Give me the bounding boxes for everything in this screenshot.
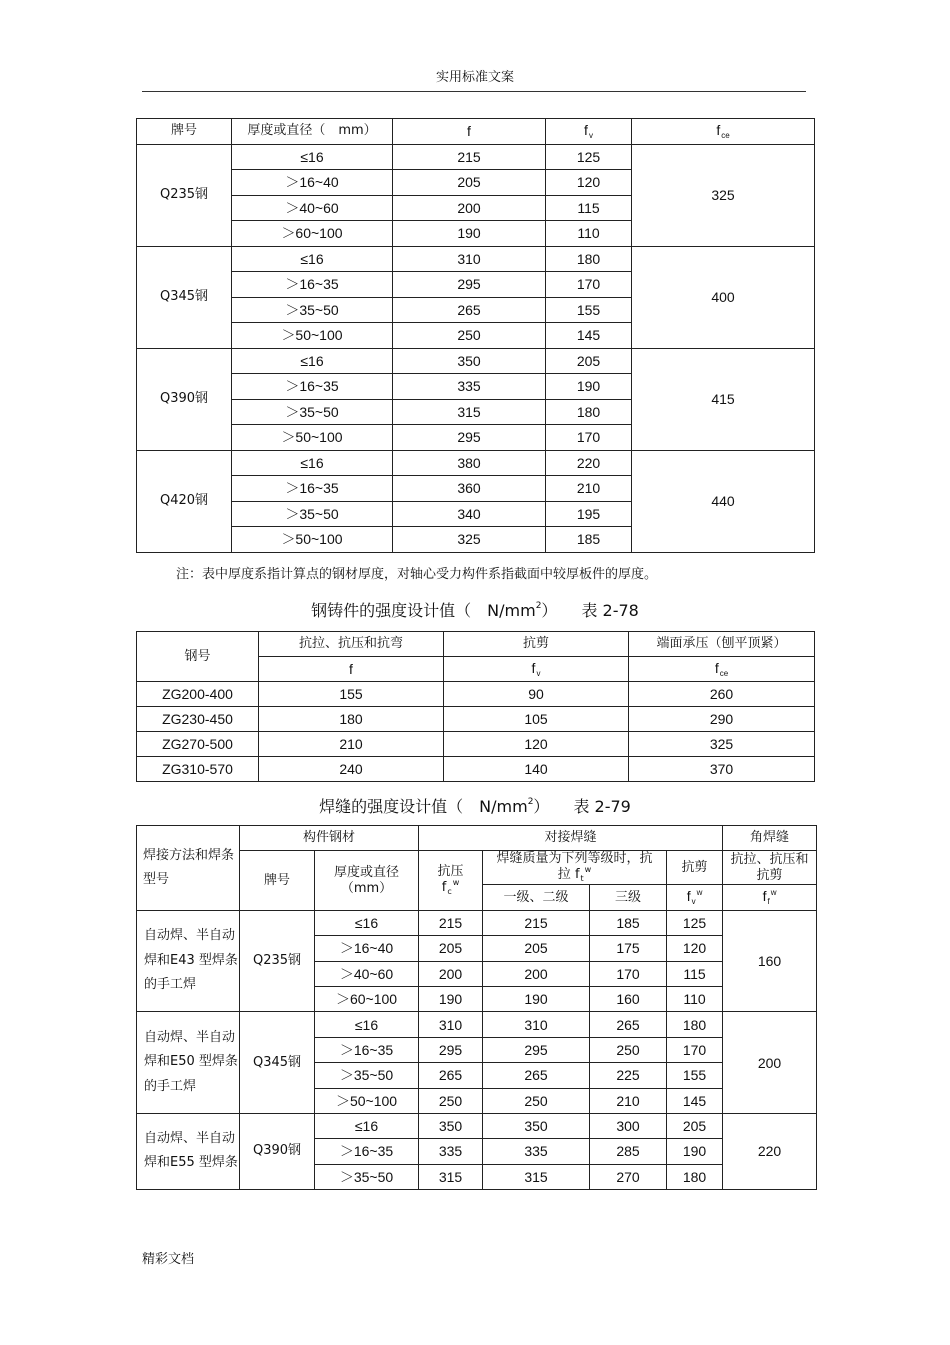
- col-header-shear: 抗剪: [444, 632, 629, 657]
- thickness-cell: ＞60~100: [315, 986, 419, 1011]
- ff-cell: 160: [723, 910, 817, 1012]
- col-header-fvw: [667, 885, 723, 910]
- fv-cell: 170: [667, 1037, 723, 1062]
- symbol-main: f: [686, 888, 691, 905]
- fv-cell: 170: [546, 272, 632, 298]
- fv-cell: 145: [546, 323, 632, 349]
- col-header-level3: 三级: [590, 885, 667, 910]
- steel-strength-table: [136, 118, 815, 553]
- f-cell: 295: [393, 272, 546, 298]
- fv-cell: 90: [444, 682, 629, 707]
- ft-level12-cell: 215: [483, 910, 590, 935]
- ft-level12-cell: 200: [483, 961, 590, 986]
- cast-steel-caption: [0, 598, 950, 621]
- col-header-method: 焊接方法和焊条型号: [137, 826, 240, 911]
- table-row: [137, 144, 815, 170]
- symbol-subscript: ce: [721, 130, 730, 140]
- fv-cell: 180: [667, 1012, 723, 1037]
- fv-cell: 110: [667, 986, 723, 1011]
- header-rule: [142, 91, 806, 92]
- fv-cell: 220: [546, 450, 632, 476]
- method-cell: 自动焊、半自动焊和E43 型焊条的手工焊: [137, 910, 240, 1012]
- thickness-cell: ＞16~35: [232, 374, 393, 400]
- f-cell: 210: [259, 732, 444, 757]
- col-header-fillet-label: 抗拉、抗压和抗剪: [723, 851, 817, 885]
- fc-cell: 190: [419, 986, 483, 1011]
- symbol-superscript: w: [696, 888, 703, 898]
- fv-cell: 120: [546, 170, 632, 196]
- col-header-fce: [632, 119, 815, 145]
- ft-level12-cell: 295: [483, 1037, 590, 1062]
- caption-superscript: 2: [535, 600, 542, 611]
- symbol-main: f: [574, 867, 580, 883]
- thickness-cell: ＞50~100: [232, 425, 393, 451]
- fv-cell: 205: [546, 348, 632, 374]
- ff-cell: 200: [723, 1012, 817, 1114]
- fc-cell: 310: [419, 1012, 483, 1037]
- col-header-level12: 一级、二级: [483, 885, 590, 910]
- table-row: [137, 348, 815, 374]
- fv-cell: 145: [667, 1088, 723, 1113]
- fce-cell: 400: [632, 246, 815, 348]
- ft-level12-cell: 310: [483, 1012, 590, 1037]
- ff-cell: 220: [723, 1113, 817, 1189]
- thickness-cell: ≤16: [232, 348, 393, 374]
- fc-cell: 250: [419, 1088, 483, 1113]
- thickness-cell: ＞50~100: [232, 527, 393, 553]
- thickness-cell: ≤16: [232, 144, 393, 170]
- f-cell: 340: [393, 501, 546, 527]
- fv-cell: 155: [546, 297, 632, 323]
- thickness-cell: ＞16~35: [315, 1037, 419, 1062]
- col-header-grade: 牌号: [240, 851, 315, 910]
- col-header-thickness: 厚度或直径（ mm）: [232, 119, 393, 145]
- symbol-superscript: w: [584, 865, 592, 875]
- f-cell: 215: [393, 144, 546, 170]
- fv-cell: 195: [546, 501, 632, 527]
- fv-cell: 155: [667, 1063, 723, 1088]
- ft-level3-cell: 300: [590, 1113, 667, 1138]
- fv-cell: 180: [667, 1164, 723, 1189]
- thickness-cell: ＞40~60: [315, 961, 419, 986]
- caption-close: ）: [533, 797, 542, 816]
- fce-cell: 325: [629, 732, 815, 757]
- symbol-main: f: [441, 880, 447, 896]
- thickness-cell: ≤16: [315, 1113, 419, 1138]
- fv-cell: 170: [546, 425, 632, 451]
- table-row: [137, 450, 815, 476]
- col-symbol-fce: [629, 657, 815, 682]
- thickness-cell: ＞50~100: [232, 323, 393, 349]
- symbol-subscript: v: [691, 897, 696, 907]
- table-row: [137, 732, 815, 757]
- symbol-superscript: w: [452, 878, 460, 888]
- fce-cell: 415: [632, 348, 815, 450]
- thickness-cell: ≤16: [315, 1012, 419, 1037]
- cast-steel-table: [136, 631, 815, 782]
- ft-level3-cell: 250: [590, 1037, 667, 1062]
- fv-cell: 190: [546, 374, 632, 400]
- fce-cell: 325: [632, 144, 815, 246]
- symbol-main: f: [762, 888, 767, 905]
- method-cell: 自动焊、半自动焊和E55 型焊条: [137, 1113, 240, 1189]
- thickness-cell: ＞16~35: [232, 272, 393, 298]
- f-cell: 380: [393, 450, 546, 476]
- ft-level3-cell: 175: [590, 936, 667, 961]
- fc-cell: 265: [419, 1063, 483, 1088]
- grade-cell: Q390钢: [137, 348, 232, 450]
- caption-number: 表 2-79: [573, 797, 631, 816]
- fv-cell: 110: [546, 221, 632, 247]
- fc-cell: 205: [419, 936, 483, 961]
- symbol-subscript: ce: [719, 668, 729, 678]
- f-cell: 350: [393, 348, 546, 374]
- table-row: [137, 1113, 817, 1138]
- caption-number: 表 2-78: [581, 601, 639, 620]
- col-header-f: f: [393, 119, 546, 145]
- compression-label: 抗压: [437, 864, 464, 880]
- table-note: 注：表中厚度系指计算点的钢材厚度，对轴心受力构件系指截面中较厚板件的厚度。: [176, 567, 658, 582]
- symbol-main: f: [716, 121, 721, 138]
- symbol-subscript: v: [536, 668, 541, 678]
- fc-cell: 315: [419, 1164, 483, 1189]
- fce-cell: 370: [629, 757, 815, 782]
- col-header-tension-quality: [483, 851, 667, 885]
- fv-cell: 105: [444, 707, 629, 732]
- ft-level12-cell: 205: [483, 936, 590, 961]
- col-header-tension: 抗拉、抗压和抗弯: [259, 632, 444, 657]
- table-row: [137, 707, 815, 732]
- f-cell: 310: [393, 246, 546, 272]
- table-header-row: [137, 632, 815, 657]
- ft-level12-cell: 190: [483, 986, 590, 1011]
- symbol-main: f: [584, 121, 588, 138]
- table-row: [137, 1012, 817, 1037]
- f-cell: 325: [393, 527, 546, 553]
- fc-cell: 295: [419, 1037, 483, 1062]
- col-header-member-steel: 构件钢材: [240, 826, 419, 851]
- table-row: [137, 682, 815, 707]
- col-header-bearing: 端面承压（刨平顶紧）: [629, 632, 815, 657]
- caption-title: 钢铸件的强度设计值（ N/mm: [311, 601, 536, 620]
- thickness-cell: ＞35~50: [232, 399, 393, 425]
- fce-cell: 260: [629, 682, 815, 707]
- f-cell: 315: [393, 399, 546, 425]
- page-footer: 精彩文档: [142, 1252, 195, 1267]
- method-cell: 自动焊、半自动焊和E50 型焊条的手工焊: [137, 1012, 240, 1114]
- caption-superscript: 2: [527, 796, 534, 807]
- fv-cell: 185: [546, 527, 632, 553]
- thickness-cell: ＞35~50: [232, 501, 393, 527]
- quality-label: 焊缝质量为下列等级时，抗拉: [496, 851, 653, 883]
- f-cell: 180: [259, 707, 444, 732]
- ft-level3-cell: 210: [590, 1088, 667, 1113]
- col-symbol-fv: [444, 657, 629, 682]
- grade-cell: Q390钢: [240, 1113, 315, 1189]
- fv-cell: 115: [667, 961, 723, 986]
- table-header-row: [137, 826, 817, 851]
- grade-cell: Q235钢: [240, 910, 315, 1012]
- fc-cell: 335: [419, 1139, 483, 1164]
- col-symbol-f: f: [259, 657, 444, 682]
- col-header-ffw: [723, 885, 817, 910]
- col-header-butt-weld: 对接焊缝: [419, 826, 723, 851]
- ft-level3-cell: 170: [590, 961, 667, 986]
- table-row: [137, 910, 817, 935]
- f-cell: 265: [393, 297, 546, 323]
- f-cell: 295: [393, 425, 546, 451]
- f-cell: 200: [393, 195, 546, 221]
- symbol-subscript: c: [447, 887, 452, 897]
- ft-level12-cell: 350: [483, 1113, 590, 1138]
- fv-cell: 180: [546, 399, 632, 425]
- thickness-cell: ＞35~50: [315, 1164, 419, 1189]
- thickness-cell: ＞35~50: [315, 1063, 419, 1088]
- fce-cell: 290: [629, 707, 815, 732]
- ft-level12-cell: 250: [483, 1088, 590, 1113]
- ft-level3-cell: 225: [590, 1063, 667, 1088]
- fv-cell: 205: [667, 1113, 723, 1138]
- symbol-subscript: v: [588, 130, 593, 140]
- thickness-cell: ＞16~40: [232, 170, 393, 196]
- fv-cell: 120: [444, 732, 629, 757]
- thickness-cell: ＞16~35: [315, 1139, 419, 1164]
- grade-cell: ZG200-400: [137, 682, 259, 707]
- fce-cell: 440: [632, 450, 815, 552]
- fc-cell: 215: [419, 910, 483, 935]
- ft-level12-cell: 335: [483, 1139, 590, 1164]
- thickness-cell: ＞16~35: [232, 476, 393, 502]
- col-header-fillet-weld: 角焊缝: [723, 826, 817, 851]
- f-cell: 205: [393, 170, 546, 196]
- caption-title: 焊缝的强度设计值（ N/mm: [319, 797, 528, 816]
- page-header: 实用标准文案: [435, 70, 514, 85]
- symbol-subscript: t: [580, 874, 584, 884]
- table-header-row: [137, 119, 815, 145]
- ft-level12-cell: 315: [483, 1164, 590, 1189]
- symbol-main: f: [531, 659, 536, 676]
- ft-level3-cell: 185: [590, 910, 667, 935]
- fv-cell: 210: [546, 476, 632, 502]
- f-cell: 240: [259, 757, 444, 782]
- thickness-cell: ≤16: [232, 246, 393, 272]
- ft-level3-cell: 270: [590, 1164, 667, 1189]
- thickness-cell: ＞40~60: [232, 195, 393, 221]
- grade-cell: ZG310-570: [137, 757, 259, 782]
- col-header-compression: [419, 851, 483, 910]
- grade-cell: ZG270-500: [137, 732, 259, 757]
- fv-cell: 120: [667, 936, 723, 961]
- thickness-cell: ＞16~40: [315, 936, 419, 961]
- col-header-fv: [546, 119, 632, 145]
- col-header-grade: 牌号: [137, 119, 232, 145]
- symbol-subscript: f: [767, 897, 770, 907]
- ft-level3-cell: 160: [590, 986, 667, 1011]
- weld-caption: [0, 794, 950, 817]
- thickness-cell: ≤16: [232, 450, 393, 476]
- fc-cell: 350: [419, 1113, 483, 1138]
- f-cell: 250: [393, 323, 546, 349]
- col-header-grade: 钢号: [137, 632, 259, 682]
- weld-strength-table: [136, 825, 817, 1190]
- thickness-cell: ＞60~100: [232, 221, 393, 247]
- fc-cell: 200: [419, 961, 483, 986]
- compression-symbol: [419, 880, 482, 897]
- ft-level3-cell: 285: [590, 1139, 667, 1164]
- fv-cell: 125: [667, 910, 723, 935]
- caption-close: ）: [541, 601, 550, 620]
- f-cell: 190: [393, 221, 546, 247]
- col-header-thickness: 厚度或直径（mm）: [315, 851, 419, 910]
- col-header-shear: 抗剪: [667, 851, 723, 885]
- thickness-cell: ＞50~100: [315, 1088, 419, 1113]
- grade-cell: Q420钢: [137, 450, 232, 552]
- f-cell: 155: [259, 682, 444, 707]
- grade-cell: Q345钢: [137, 246, 232, 348]
- fv-cell: 140: [444, 757, 629, 782]
- grade-cell: Q235钢: [137, 144, 232, 246]
- grade-cell: Q345钢: [240, 1012, 315, 1114]
- table-row: [137, 757, 815, 782]
- table-row: [137, 246, 815, 272]
- fv-cell: 180: [546, 246, 632, 272]
- f-cell: 360: [393, 476, 546, 502]
- symbol-main: f: [714, 659, 719, 676]
- fv-cell: 115: [546, 195, 632, 221]
- grade-cell: ZG230-450: [137, 707, 259, 732]
- symbol-superscript: w: [770, 888, 777, 898]
- thickness-cell: ＞35~50: [232, 297, 393, 323]
- thickness-cell: ≤16: [315, 910, 419, 935]
- f-cell: 335: [393, 374, 546, 400]
- fv-cell: 190: [667, 1139, 723, 1164]
- ft-level12-cell: 265: [483, 1063, 590, 1088]
- ft-level3-cell: 265: [590, 1012, 667, 1037]
- fv-cell: 125: [546, 144, 632, 170]
